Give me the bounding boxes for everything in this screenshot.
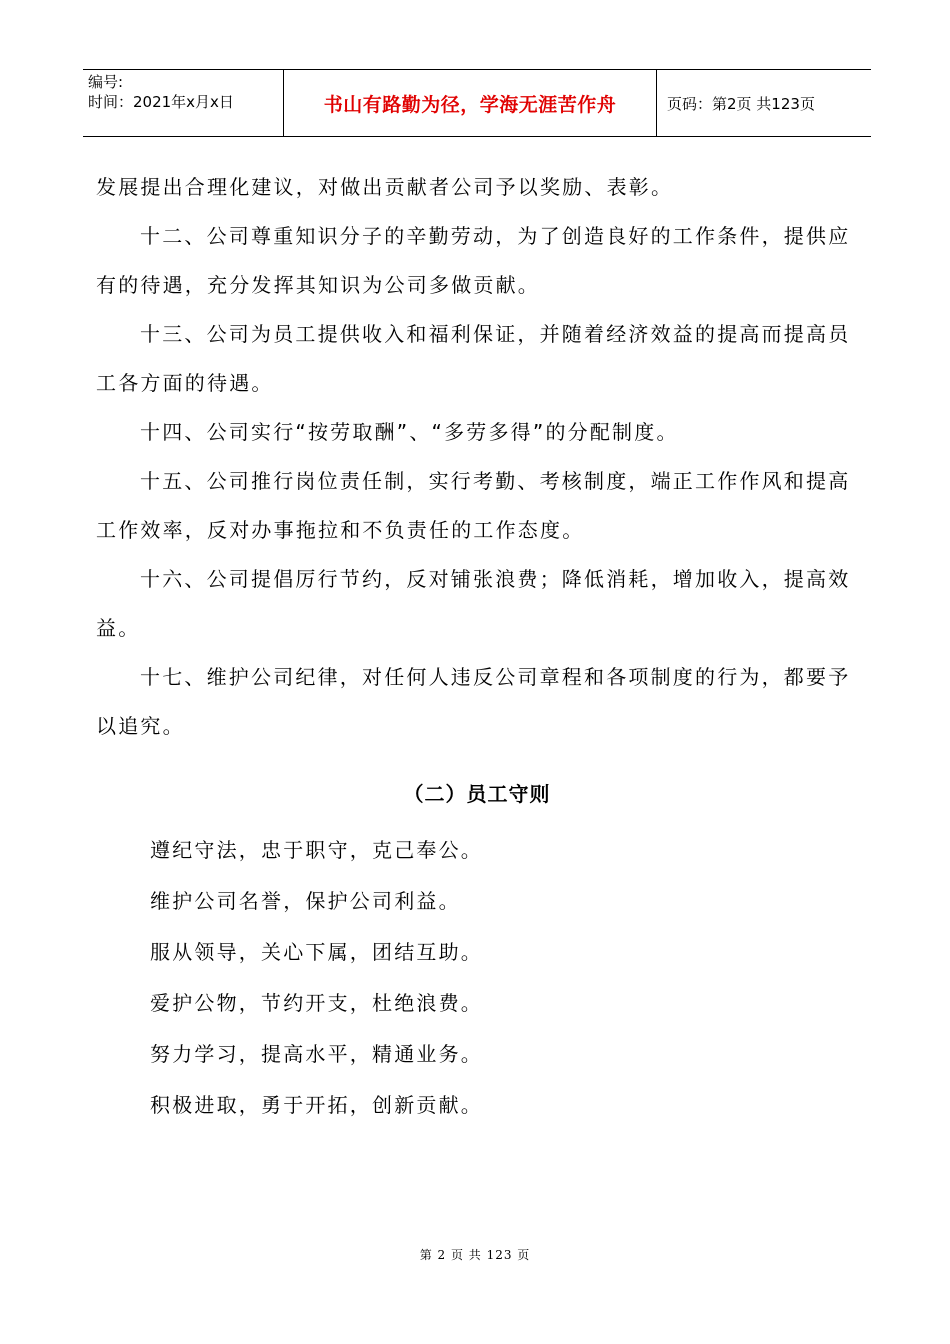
paragraph: 十三、公司为员工提供收入和福利保证，并随着经济效益的提高而提高员工各方面的待遇。 xyxy=(96,322,851,395)
header-page-cell xyxy=(657,70,871,136)
section-title: （二）员工守则 xyxy=(403,782,551,806)
header-meta-cell xyxy=(83,70,284,136)
document-body xyxy=(96,163,858,1131)
paragraph: 十四、公司实行“按劳取酬”、“多劳多得”的分配制度。 xyxy=(140,420,679,444)
paragraph: 十六、公司提倡厉行节约，反对铺张浪费；降低消耗，增加收入，提高效益。 xyxy=(96,567,851,640)
paragraph: 十二、公司尊重知识分子的辛勤劳动，为了创造良好的工作条件，提供应有的待遇，充分发挥其知识为公司多做贡献。 xyxy=(96,224,851,297)
header-motto: 书山有路勤为径，学海无涯苦作舟 xyxy=(323,93,617,116)
rule-item: 爱护公物，节约开支，杜绝浪费。 xyxy=(150,991,483,1015)
document-header xyxy=(83,69,871,137)
header-motto-cell xyxy=(284,70,657,136)
rule-item: 维护公司名誉，保护公司利益。 xyxy=(150,889,461,913)
document-number-label: 编号: xyxy=(88,73,124,91)
header-page-info: 页码：第2页 共123页 xyxy=(667,94,815,113)
rules-list xyxy=(96,825,858,1131)
page-footer: 第 2 页 共 123 页 xyxy=(419,1248,531,1262)
rule-item: 遵纪守法，忠于职守，克己奉公。 xyxy=(150,838,483,862)
rule-item: 服从领导，关心下属，团结互助。 xyxy=(150,940,483,964)
paragraph: 十七、维护公司纪律，对任何人违反公司章程和各项制度的行为，都要予以追究。 xyxy=(96,665,851,738)
rule-item: 积极进取，勇于开拓，创新贡献。 xyxy=(150,1093,483,1117)
paragraph: 发展提出合理化建议，对做出贡献者公司予以奖励、表彰。 xyxy=(96,175,674,199)
rule-item: 努力学习，提高水平，精通业务。 xyxy=(150,1042,483,1066)
paragraph: 十五、公司推行岗位责任制，实行考勤、考核制度，端正工作作风和提高工作效率，反对办事拖拉和不负责任的工作态度。 xyxy=(96,469,851,542)
document-date-label: 时间：2021年x月x日 xyxy=(88,93,234,111)
